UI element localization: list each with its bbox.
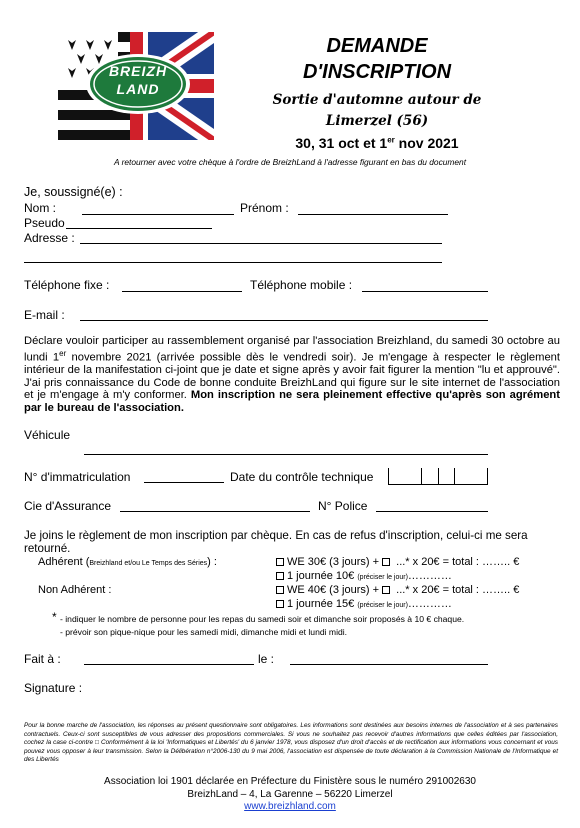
breizhland-logo (58, 32, 214, 140)
note-line-1: - indiquer le nombre de personne pour les repas du samedi soir et dimanche soir proposés à 10 € chaque. (60, 614, 465, 624)
adherent-label (38, 556, 217, 568)
email-field[interactable] (80, 320, 488, 321)
non-adherent-day-small: (préciser le jour) (357, 602, 408, 609)
association-address: BreizhLand – 4, La Garenne – 56220 Limerzel (187, 789, 393, 800)
declaration-bold: Mon inscription ne sera pleinement effective qu'après son agrément par le bureau de l'association. (24, 389, 560, 414)
subtitle-line-2: Limerzel (56) (325, 113, 429, 129)
logo-text-top: BREIZH (108, 63, 168, 79)
pseudo-field[interactable] (66, 228, 212, 229)
adherent-day-dots: ………… (407, 570, 452, 582)
title-line-2: D'INSCRIPTION (302, 61, 452, 83)
adherent-end: ) : (207, 556, 217, 568)
dates-pre: 30, 31 oct et 1 (295, 135, 388, 151)
signature-label: Signature : (24, 681, 83, 695)
le-label: le : (258, 652, 275, 666)
fait-field[interactable] (84, 664, 254, 665)
adherent-text: Adhérent ( (38, 556, 90, 568)
non-adherent-we-option[interactable] (276, 584, 519, 596)
non-adherent-we-text: WE 40€ (3 jours) + (287, 584, 383, 596)
le-field[interactable] (290, 664, 488, 665)
controle-label: Date du contrôle technique (230, 470, 374, 484)
adresse-field-1[interactable] (80, 243, 442, 244)
declaration-part-1: Déclare vouloir participer au rassemblement organisé par l'association Breizhland, du samedi 30 octobre au lundi 1 (24, 335, 560, 364)
declaration-sup: er (59, 348, 67, 358)
police-field[interactable] (376, 511, 488, 512)
controle-date-boxes[interactable] (388, 468, 488, 485)
legal-fine-print: Pour la bonne marche de l'association, les réponses au présent questionnaire sont obligatoires. Les informations sont destinées aux besoins internes de l'association et à ses partenaires contractuels. Ceux-ci sont susceptibles de vous adresser des propositions commerciales. Si vous ne souhaitez pas recevoir d'autres informations que celles éditées par l'association, cochez la case ci-contre □ Conformément à la loi 'Informatiques et Libertés' du 6 janvier 1978, vous disposez d'un droit d'accès et de rectification aux informations vous concernant et vous pouvez vous opposer à leur transmission. Selon la Délibération n°2006-130 du 9 mai 2006, l'association est dispensée de toute déclaration à la Commission Nationale de l'Informatique et des Libertés (24, 722, 558, 764)
police-label: N° Police (318, 499, 368, 513)
immat-label: N° d'immatriculation (24, 470, 131, 484)
prenom-label: Prénom : (240, 201, 289, 215)
vehicule-label: Véhicule (24, 428, 71, 442)
adresse-label: Adresse : (24, 231, 75, 245)
non-adherent-we-checkbox[interactable] (276, 586, 284, 594)
adherent-we-text: WE 30€ (3 jours) + (287, 556, 383, 568)
subtitle-line-1: Sortie d'automne autour de (272, 92, 482, 108)
adherent-meal-checkbox[interactable] (382, 558, 390, 566)
adherent-we-checkbox[interactable] (276, 558, 284, 566)
dates-sup: er (387, 135, 395, 145)
declaration-paragraph (24, 335, 560, 414)
association-registration: Association loi 1901 déclarée en Préfecture du Finistère sous le numéro 291002630 (104, 776, 476, 787)
pseudo-label: Pseudo (24, 216, 65, 230)
note-star: * (52, 610, 57, 624)
non-adherent-we-total: ...* x 20€ = total : …….. € (393, 584, 520, 596)
tel-fixe-label: Téléphone fixe : (24, 278, 110, 292)
assurance-label: Cie d'Assurance (24, 499, 111, 513)
prenom-field[interactable] (298, 214, 448, 215)
return-instruction: A retourner avec votre chèque à l'ordre de BreizhLand à l'adresse figurant en bas du document (113, 157, 467, 167)
note-line-2: - prévoir son pique-nique pour les samedi midi, dimanche midi et lundi midi. (60, 627, 348, 637)
non-adherent-day-dots: ………… (407, 598, 452, 610)
vehicule-field[interactable] (84, 454, 488, 455)
non-adherent-day-text: 1 journée 15€ (287, 598, 358, 610)
adherent-small: Breizhland et/ou Le Temps des Séries (89, 560, 208, 567)
intro-label: Je, soussigné(e) : (24, 185, 123, 199)
tel-fixe-field[interactable] (122, 291, 242, 292)
fait-label: Fait à : (24, 652, 61, 666)
dates-post: nov 2021 (394, 135, 459, 151)
website-link[interactable]: www.breizhland.com (244, 801, 336, 812)
adherent-day-text: 1 journée 10€ (287, 570, 358, 582)
logo-text-bottom: LAND (116, 81, 160, 97)
non-adherent-day-checkbox[interactable] (276, 600, 284, 608)
adresse-field-2[interactable] (24, 262, 442, 263)
payment-intro: Je joins le règlement de mon inscription par chèque. En cas de refus d'inscription, celui-ci me sera retourné. (24, 529, 528, 555)
nom-label: Nom : (24, 201, 57, 215)
non-adherent-meal-checkbox[interactable] (382, 586, 390, 594)
email-label: E-mail : (24, 308, 65, 322)
adherent-day-checkbox[interactable] (276, 572, 284, 580)
immat-field[interactable] (144, 482, 224, 483)
adherent-we-total: ...* x 20€ = total : …….. € (393, 556, 520, 568)
adherent-we-option[interactable] (276, 556, 519, 568)
non-adherent-label: Non Adhérent : (38, 584, 112, 596)
tel-mobile-label: Téléphone mobile : (250, 278, 353, 292)
adherent-day-option[interactable] (276, 570, 452, 582)
declaration-part-2: novembre 2021 (arrivée possible dès le vendredi soir). Je m'engage à respecter le règlement intérieur de la manifestation ci-joint que je date et signe après y avoir fait figurer la mention "lu et approuvé". J'ai pris connaissance du Code de bonne conduite BreizhLand qui figure sur le site internet de l'association et je m'engage à m'y conformer. (24, 351, 560, 402)
assurance-field[interactable] (120, 511, 310, 512)
title-line-1: DEMANDE (326, 35, 428, 57)
event-dates (248, 135, 506, 151)
non-adherent-day-option[interactable] (276, 598, 452, 610)
tel-mobile-field[interactable] (362, 291, 488, 292)
adherent-day-small: (préciser le jour) (357, 574, 408, 581)
nom-field[interactable] (82, 214, 234, 215)
